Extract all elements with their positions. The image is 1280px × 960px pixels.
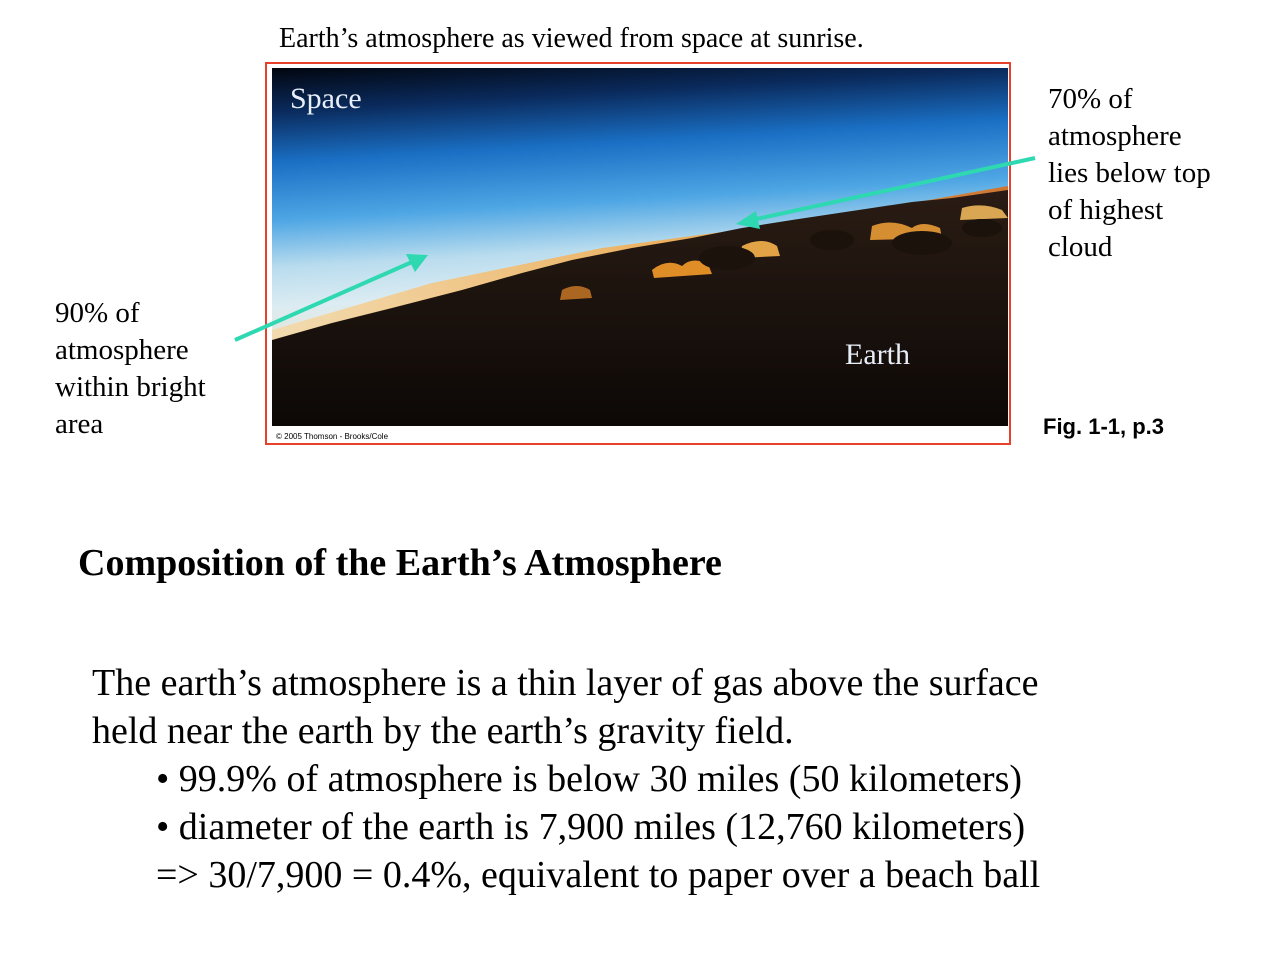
note-90-line: within bright <box>55 371 206 403</box>
note-70-line: of highest <box>1048 194 1164 226</box>
note-70-percent <box>1048 81 1263 266</box>
intro-line: The earth’s atmosphere is a thin layer of gas above the surface <box>92 662 1039 704</box>
copyright-text: © 2005 Thomson - Brooks/Cole <box>276 432 389 441</box>
note-70-line: 70% of <box>1048 83 1133 115</box>
bullet-item: • 99.9% of atmosphere is below 30 miles (50 kilometers) <box>156 758 1023 800</box>
note-90-line: atmosphere <box>55 334 189 366</box>
intro-line: held near the earth by the earth’s gravity field. <box>92 710 794 752</box>
conclusion-line: => 30/7,900 = 0.4%, equivalent to paper over a beach ball <box>156 854 1041 896</box>
note-90-percent <box>55 295 255 443</box>
figure-reference: Fig. 1-1, p.3 <box>1043 414 1165 439</box>
bullet-item: • diameter of the earth is 7,900 miles (12,760 kilometers) <box>156 806 1026 848</box>
note-90-line: area <box>55 408 104 440</box>
note-70-line: cloud <box>1048 231 1113 263</box>
atmosphere-photo <box>272 68 1008 426</box>
earth-label: Earth <box>845 338 910 371</box>
note-70-line: atmosphere <box>1048 120 1182 152</box>
space-label: Space <box>290 82 362 115</box>
slide-heading: Composition of the Earth’s Atmosphere <box>78 542 722 584</box>
figure-caption: Earth’s atmosphere as viewed from space at sunrise. <box>279 23 864 54</box>
note-70-line: lies below top <box>1048 157 1211 189</box>
note-90-line: 90% of <box>55 297 140 329</box>
body-text <box>92 659 1040 899</box>
